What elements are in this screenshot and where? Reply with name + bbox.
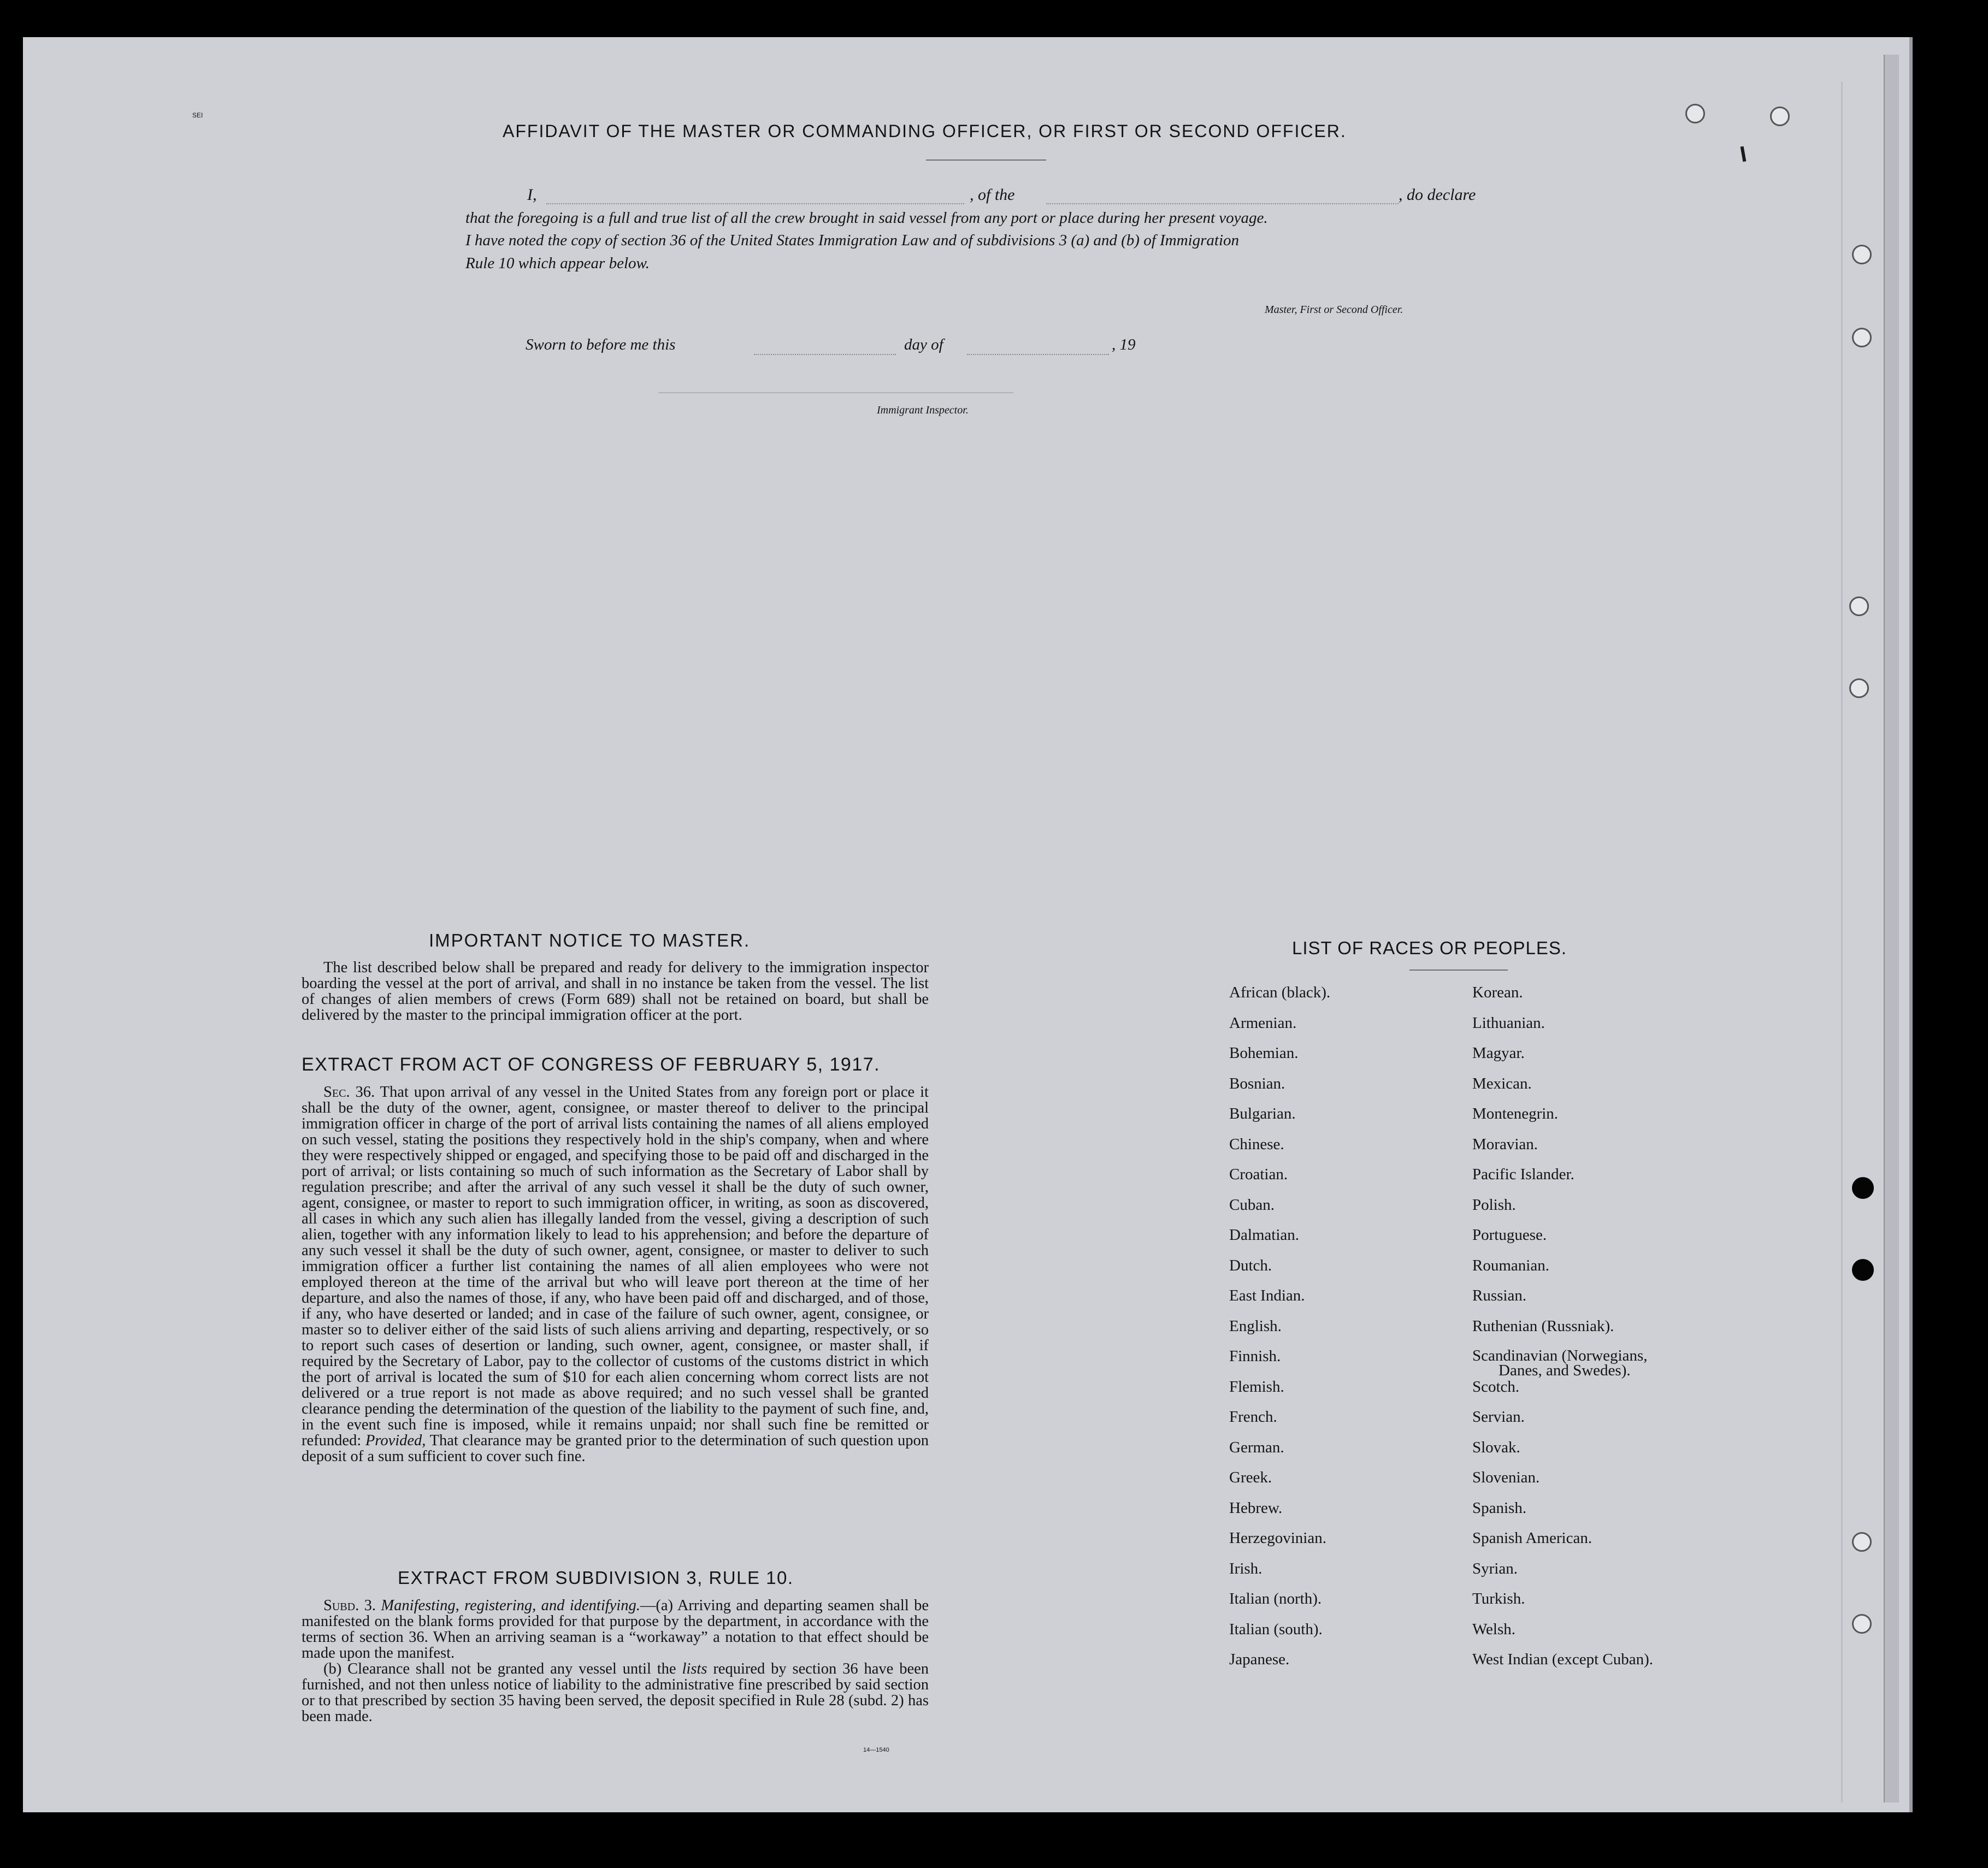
inspector-signature-line <box>658 392 1013 393</box>
inspector-caption: Immigrant Inspector. <box>877 404 969 416</box>
race-item: Armenian. <box>1229 1014 1297 1032</box>
race-item: German. <box>1229 1438 1284 1456</box>
race-item: Scotch. <box>1472 1378 1520 1396</box>
race-item-line: Scandinavian (Norwegians, <box>1472 1347 1648 1364</box>
race-item: Montenegrin. <box>1472 1105 1559 1122</box>
act-title: EXTRACT FROM ACT OF CONGRESS OF FEBRUARY 5, 1917. <box>302 1054 881 1075</box>
para-b-mark: (b) <box>323 1660 342 1677</box>
race-item-continuation: Danes, and Swedes). <box>1499 1362 1631 1379</box>
race-item: Italian (north). <box>1229 1590 1322 1607</box>
race-item: East Indian. <box>1229 1287 1305 1304</box>
race-item: Bosnian. <box>1229 1074 1285 1092</box>
race-item: Greek. <box>1229 1469 1272 1486</box>
para-b-text-1: Clearance shall not be granted any vessel until the <box>347 1660 676 1677</box>
race-item: Pacific Islander. <box>1472 1166 1574 1183</box>
binder-hole <box>1849 678 1869 698</box>
notice-title: IMPORTANT NOTICE TO MASTER. <box>429 930 751 950</box>
race-item: Dutch. <box>1229 1256 1272 1274</box>
binder-hole <box>1852 245 1872 264</box>
para-a-mark: —(a) <box>640 1597 673 1614</box>
subd-heading: Manifesting, registering, and identifying. <box>381 1597 640 1614</box>
notice-body <box>302 960 929 1023</box>
race-item: Ruthenian (Russniak). <box>1472 1317 1614 1335</box>
rule-paragraph-b <box>302 1661 929 1724</box>
race-item: Turkish. <box>1472 1590 1525 1607</box>
race-item: Cuban. <box>1229 1196 1275 1214</box>
race-item: Polish. <box>1472 1196 1516 1214</box>
binder-hole <box>1770 107 1790 126</box>
races-right-column <box>1472 985 1653 1682</box>
notice-paragraph: The list described below shall be prepared and ready for delivery to the immigration inspector boarding the vessel at the port of arrival, and shall in no instance be taken from the vessel. The list of changes of alien members of crews (Form 689) shall not be retained on board, but shall be delivered by the master to the principal immigration officer at the port. <box>302 959 929 1024</box>
act-text: That upon arrival of any vessel in the United States from any foreign port or place it shall be the duty of the owner, agent, consignee, or master thereof to deliver to the principal immigration officer in charge of the port of arrival lists containing the names of all aliens employed on such vessel, stating the positions they respectively hold in the ship's company, when and where they were respectively shipped or engaged, and specifying those to be paid off and discharged in the port of arrival; or lists containing so much of such information as the Secretary of Labor shall by regulation prescribe; and after the arrival of any such vessel it shall be the duty of such owner, agent, consignee, or master to report to such immigration officer, in writing, as soon as discovered, all cases in which any such alien has illegally landed from the vessel, giving a description of such alien, together with any information likely to lead to his apprehension; and before the departure of any such vessel it shall be the duty of such owner, agent, consignee, or master to deliver to such immigration officer a further list containing the names of all alien employees who were not employed thereon at the time of the arrival but who will leave port thereon at the time of her departure, and also the names of those, if any, who have been paid off and discharged, and of those, if any, who have deserted or landed; and in case of the failure of such owner, agent, consignee, or master so to deliver either of the said lists of such aliens arriving and departing, respectively, or so to report such cases of desertion or landing, such owner, agent, consignee, or master shall, if required by the Secretary of Labor, pay to the collector of customs of the customs district in which the port of arrival is located the sum of $10 for each alien concerning whom correct lists are not delivered or a true report is not made as above required; and no such vessel shall be granted clearance pending the determination of the question of the liability to the payment of such fine, and, in the event such fine is imposed, while it remains unpaid; nor shall such fine be remitted or refunded: <box>302 1084 929 1449</box>
name-blank <box>546 203 964 204</box>
rule-paragraph-a <box>302 1598 929 1661</box>
races-divider <box>1409 970 1508 971</box>
race-item: Moravian. <box>1472 1135 1538 1153</box>
race-item: Magyar. <box>1472 1044 1525 1062</box>
race-item: Welsh. <box>1472 1620 1516 1638</box>
affidavit-line-2: that the foregoing is a full and true list of all the crew brought in said vessel from any port or place during her present voyage. <box>465 209 1268 227</box>
races-title: LIST OF RACES OR PEOPLES. <box>1292 938 1567 958</box>
form-number: 14—1540 <box>863 1747 889 1753</box>
race-item: Bulgarian. <box>1229 1105 1296 1122</box>
race-item: English. <box>1229 1317 1282 1335</box>
affidavit-declare: , do declare <box>1399 186 1476 204</box>
race-item <box>1472 1349 1653 1379</box>
race-item: Finnish. <box>1229 1347 1281 1365</box>
race-item: African (black). <box>1229 984 1331 1001</box>
races-left-column <box>1229 985 1330 1682</box>
act-paragraph <box>302 1084 929 1464</box>
margin-rule <box>1841 82 1843 1802</box>
binder-hole <box>1852 328 1872 347</box>
race-item: Hebrew. <box>1229 1499 1283 1517</box>
vessel-blank <box>1046 203 1399 204</box>
act-body <box>302 1084 929 1464</box>
affidavit-title: AFFIDAVIT OF THE MASTER OR COMMANDING OFFICER, OR FIRST OR SECOND OFFICER. <box>503 121 1347 141</box>
sec-label: Sec. 36. <box>323 1084 375 1101</box>
binder-hole <box>1685 104 1705 123</box>
affidavit-i: I, <box>527 186 537 204</box>
race-item: Flemish. <box>1229 1378 1284 1396</box>
subd-label: Subd. 3. <box>323 1597 376 1614</box>
race-item: Japanese. <box>1229 1651 1290 1668</box>
para-b-lists: lists <box>682 1660 707 1677</box>
para-a-text: Arriving and departing seamen shall be manifested on the blank forms provided for that purpose by the department, in accordance with the terms of section 36. When an arriving seaman is a “workaway” a notation to that effect should be made upon the manifest. <box>302 1597 929 1662</box>
sworn-text: Sworn to before me this <box>526 336 676 353</box>
affidavit-of-the: , of the <box>970 186 1015 204</box>
race-item: Servian. <box>1472 1408 1525 1426</box>
act-text-end: That clearance may be granted prior to the determination of such question upon deposit of a sum sufficient to cover such fine. <box>302 1432 929 1465</box>
title-divider <box>926 159 1046 161</box>
race-item: Herzegovinian. <box>1229 1529 1326 1547</box>
race-item: Chinese. <box>1229 1135 1284 1153</box>
race-item: Roumanian. <box>1472 1256 1549 1274</box>
race-item: Irish. <box>1229 1559 1263 1577</box>
race-item: Syrian. <box>1472 1559 1518 1577</box>
binder-hole <box>1852 1259 1874 1281</box>
race-item: French. <box>1229 1408 1277 1426</box>
binder-hole <box>1852 1532 1872 1552</box>
para-b-text-2: required by section 36 have been furnished, and not then unless notice of liability to the administrative fine prescribed by said section or to that prescribed by section 35 having been served, the deposit specified in Rule 28 (subd. 2) has been made. <box>302 1660 929 1725</box>
race-item: Portuguese. <box>1472 1226 1547 1244</box>
race-item: Spanish American. <box>1472 1529 1592 1547</box>
race-item: Italian (south). <box>1229 1620 1323 1638</box>
underlying-page-edge <box>1884 55 1899 1802</box>
rule-title: EXTRACT FROM SUBDIVISION 3, RULE 10. <box>398 1568 794 1588</box>
stamp-mark: SEI <box>192 111 203 119</box>
race-item: Spanish. <box>1472 1499 1527 1517</box>
provided-word: Provided, <box>365 1432 426 1449</box>
rule-body <box>302 1598 929 1724</box>
race-item: West Indian (except Cuban). <box>1472 1651 1654 1668</box>
race-item: Bohemian. <box>1229 1044 1299 1062</box>
month-blank <box>967 354 1109 355</box>
affidavit-line-3: I have noted the copy of section 36 of the United States Immigration Law and of subdivisions 3 (a) and (b) of Immigration <box>465 232 1240 249</box>
master-caption: Master, First or Second Officer. <box>1265 304 1403 316</box>
race-item: Russian. <box>1472 1287 1527 1304</box>
day-of-text: day of <box>904 336 943 353</box>
race-item: Mexican. <box>1472 1074 1532 1092</box>
binder-hole <box>1849 596 1869 616</box>
race-item: Slovak. <box>1472 1438 1520 1456</box>
race-item: Lithuanian. <box>1472 1014 1545 1032</box>
race-item: Dalmatian. <box>1229 1226 1300 1244</box>
day-blank <box>754 354 896 355</box>
binder-hole <box>1852 1614 1872 1634</box>
year-text: , 19 <box>1112 336 1136 353</box>
race-item: Croatian. <box>1229 1166 1288 1183</box>
race-item: Korean. <box>1472 984 1523 1001</box>
race-item: Slovenian. <box>1472 1469 1540 1486</box>
binder-hole <box>1852 1177 1874 1199</box>
affidavit-line-4: Rule 10 which appear below. <box>465 255 650 272</box>
